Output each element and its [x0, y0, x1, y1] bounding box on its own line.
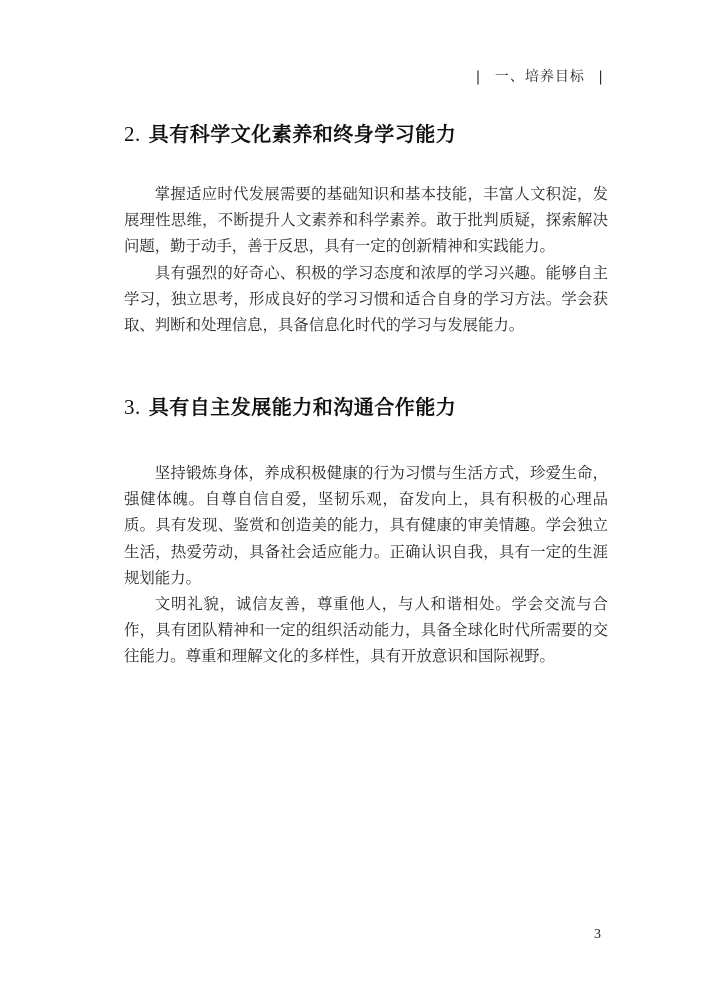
paragraph: 具有强烈的好奇心、积极的学习态度和浓厚的学习兴趣。能够自主学习，独立思考，形成良好的学习习惯和适合自身的学习方法。学会获取、判断和处理信息，具备信息化时代的学习与发展能力。	[124, 263, 608, 335]
section-heading	[124, 391, 608, 420]
section-title: 具有自主发展能力和沟通合作能力	[148, 395, 457, 419]
section-2	[124, 118, 608, 338]
page-number: 3	[594, 927, 601, 942]
section-body	[124, 181, 608, 338]
section-title: 具有科学文化素养和终身学习能力	[148, 122, 457, 146]
section-number: 3.	[124, 395, 141, 419]
chapter-title: 一、培养目标	[494, 69, 585, 85]
section-body	[124, 460, 608, 670]
header-bar-left: |	[475, 69, 482, 85]
header-bar-right: |	[598, 69, 604, 85]
running-header	[468, 66, 612, 86]
section-3	[124, 391, 608, 670]
paragraph: 掌握适应时代发展需要的基础知识和基本技能，丰富人文积淀，发展理性思维，不断提升人文素养和科学素养。敢于批判质疑，探索解决问题，勤于动手，善于反思，具有一定的创新精神和实践能力。	[124, 185, 608, 256]
paragraph: 坚持锻炼身体，养成积极健康的行为习惯与生活方式，珍爱生命，强健体魄。自尊自信自爱，坚韧乐观，奋发向上，具有积极的心理品质。具有发现、鉴赏和创造美的能力，具有健康的审美情趣。学会独立生活，热爱劳动，具备社会适应能力。正确认识自我，具有一定的生涯规划能力。	[124, 464, 608, 587]
section-number: 2.	[124, 122, 141, 146]
section-heading	[124, 118, 608, 147]
paragraph: 文明礼貌，诚信友善，尊重他人，与人和谐相处。学会交流与合作，具有团队精神和一定的组织活动能力，具备全球化时代所需要的交往能力。尊重和理解文化的多样性，具有开放意识和国际视野。	[124, 595, 608, 666]
